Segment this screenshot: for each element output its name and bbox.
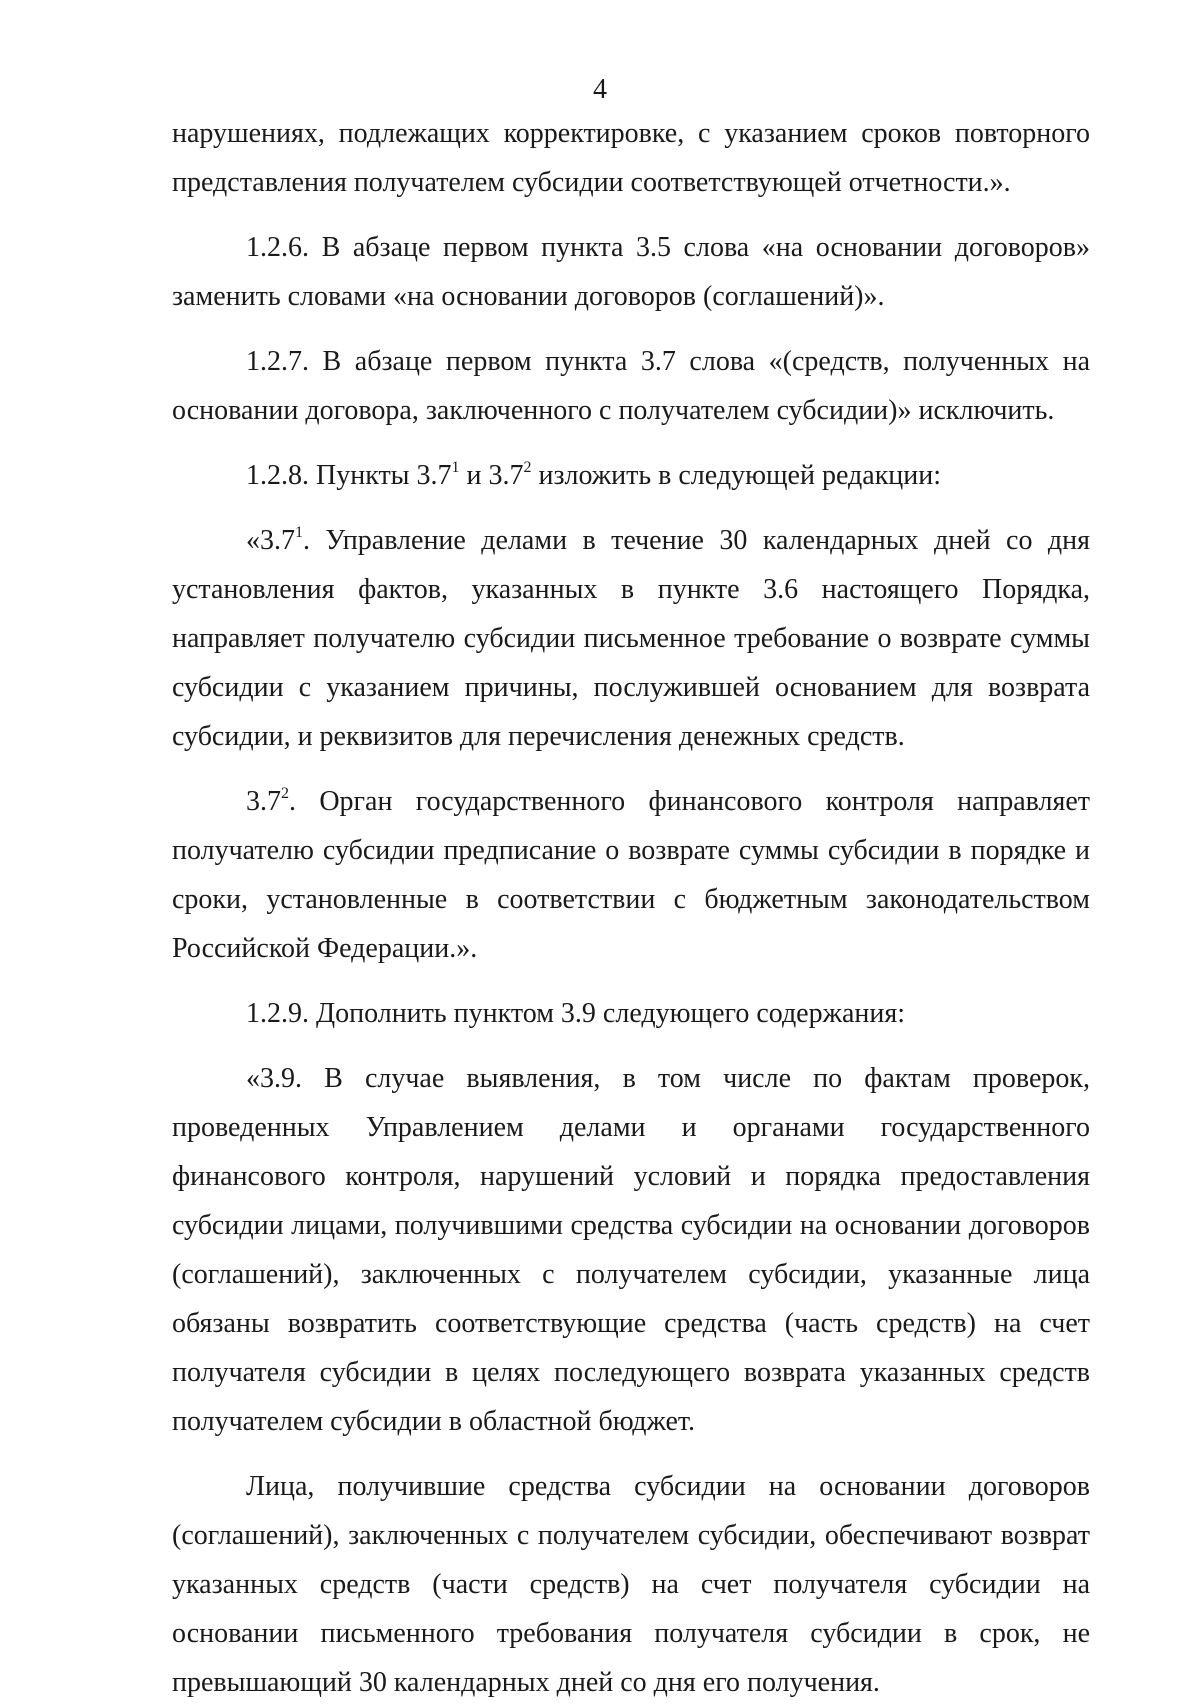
text-segment: 1.2.8. Пункты 3.7 [246,460,452,491]
text-segment: «3.7 [246,525,295,556]
text-segment: и 3.7 [459,460,524,491]
superscript: 1 [451,458,460,476]
paragraph-1-2-7: 1.2.7. В абзаце первом пункта 3.7 слова «(средств, полученных на основании договора, заключенного с получателем субсидии)» исключить. [172,346,1090,426]
paragraph-1-2-8 [172,451,1090,500]
superscript: 2 [523,458,532,476]
paragraph-3-9: «3.9. В случае выявления, в том числе по фактам проверок, проведенных Управлением делами и органами государственного финансового контроля, нарушений условий и порядка предоставления субсидии лицами, получившими средства субсидии на основании договоров (соглашений), заключенных с получателем субсидии, указанные лица обязаны возвратить соответствующие средства (часть средств) на счет получателя субсидии в целях последующего возврата указанных средств получателем субсидии в областной бюджет. [172,1063,1090,1437]
text-segment: . Орган государственного финансового контроля направляет получателю субсидии предписание о возврате суммы субсидии в порядке и сроки, установленные в соответствии с бюджетным законодательством Российской Федерации.». [172,786,1090,964]
text-segment: . Управление делами в течение 30 календарных дней со дня установления фактов, указанных в пункте 3.6 настоящего Порядка, направляет получателю субсидии письменное требование о возврате суммы субсидии с указанием причины, послужившей основанием для возврата субсидии, и реквизитов для перечисления денежных средств. [172,525,1090,752]
superscript: 1 [295,523,303,541]
paragraph-3-9-second: Лица, получившие средства субсидии на основании договоров (соглашений), заключенных с получателем субсидии, обеспечивают возврат указанных средств (части средств) на счет получателя субсидии на основании письменного требования получателя субсидии в срок, не превышающий 30 календарных дней со дня его получения. [172,1471,1090,1698]
document-body [172,109,1090,1707]
paragraph-continuation: нарушениях, подлежащих корректировке, с указанием сроков повторного представления получателем субсидии соответствующей отчетности.». [172,118,1090,198]
paragraph-1-2-9: 1.2.9. Дополнить пунктом 3.9 следующего содержания: [246,998,906,1029]
paragraph-1-2-6: 1.2.6. В абзаце первом пункта 3.5 слова «на основании договоров» заменить словами «на основании договоров (соглашений)». [172,232,1090,312]
page-number: 4 [593,74,607,105]
text-segment: изложить в следующей редакции: [531,460,942,491]
superscript: 2 [281,784,289,802]
paragraph-3-7-2 [172,777,1090,973]
text-segment: 3.7 [246,786,281,817]
paragraph-3-7-1 [172,516,1090,761]
